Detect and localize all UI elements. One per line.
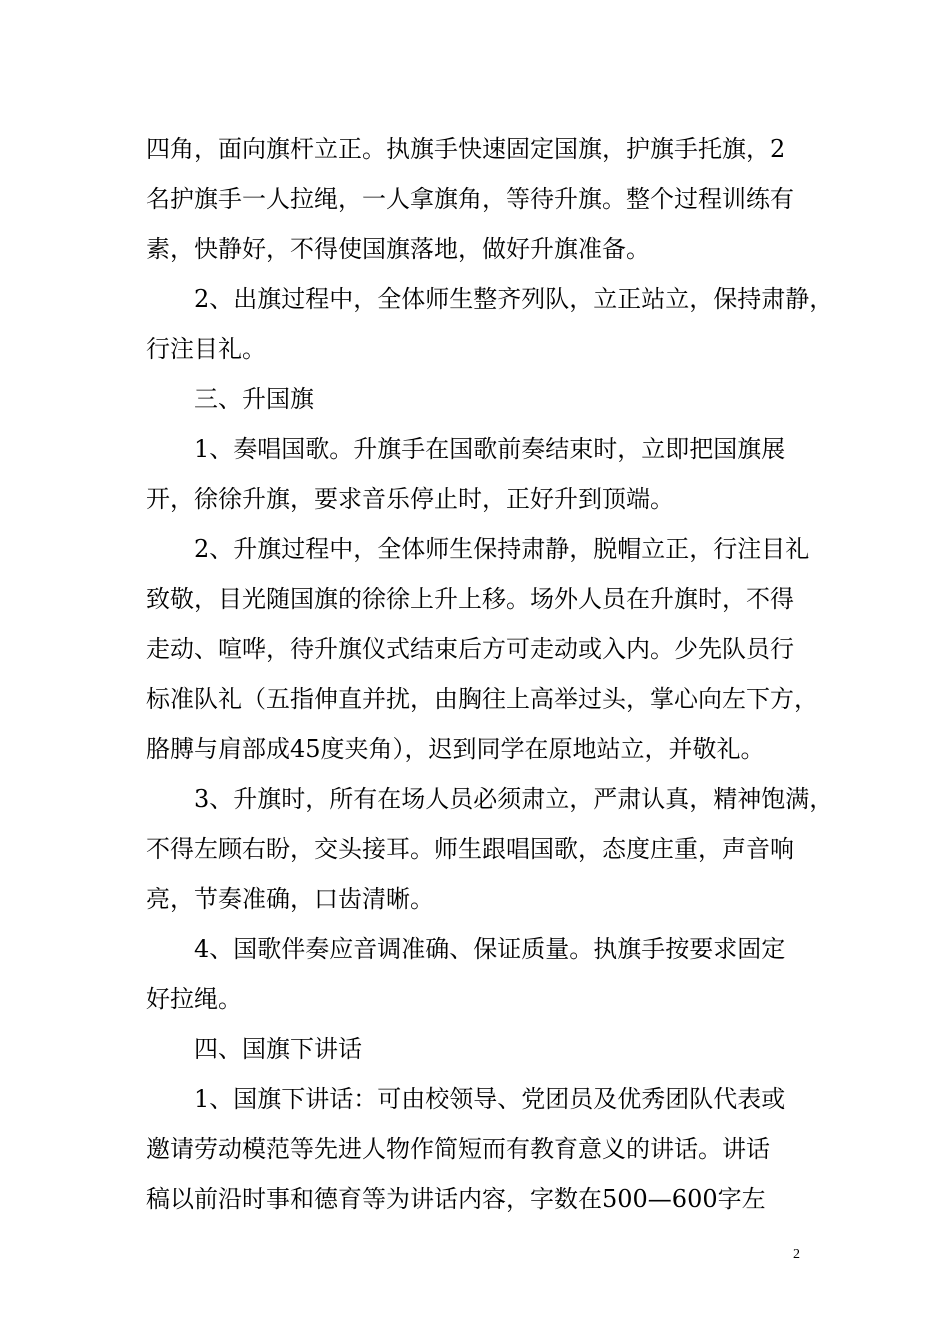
text-line: 胳膊与肩部成45度夹角），迟到同学在原地站立，并敬礼。 bbox=[146, 735, 765, 763]
text-line: 行注目礼。 bbox=[146, 335, 266, 363]
text-line: 2、出旗过程中，全体师生整齐列队，立正站立，保持肃静， bbox=[194, 285, 834, 313]
text-line: 开，徐徐升旗，要求音乐停止时，正好升到顶端。 bbox=[146, 485, 674, 513]
text-line: 2、升旗过程中，全体师生保持肃静，脱帽立正，行注目礼 bbox=[194, 535, 810, 563]
section-heading: 三、升国旗 bbox=[194, 385, 314, 413]
text-line: 邀请劳动模范等先进人物作简短而有教育意义的讲话。讲话 bbox=[146, 1135, 770, 1163]
text-line: 稿以前沿时事和德育等为讲话内容，字数在500—600字左 bbox=[146, 1185, 766, 1213]
text-line: 4、国歌伴奏应音调准确、保证质量。执旗手按要求固定 bbox=[194, 935, 786, 963]
text-line: 不得左顾右盼，交头接耳。师生跟唱国歌，态度庄重，声音响 bbox=[146, 835, 794, 863]
text-line: 四角，面向旗杆立正。执旗手快速固定国旗，护旗手托旗，2 bbox=[146, 135, 786, 163]
text-line: 素，快静好，不得使国旗落地，做好升旗准备。 bbox=[146, 235, 650, 263]
text-line: 好拉绳。 bbox=[146, 985, 242, 1013]
text-line: 标准队礼（五指伸直并扰，由胸往上高举过头，掌心向左下方， bbox=[146, 685, 818, 713]
text-line: 走动、喧哗，待升旗仪式结束后方可走动或入内。少先队员行 bbox=[146, 635, 794, 663]
text-line: 名护旗手一人拉绳，一人拿旗角，等待升旗。整个过程训练有 bbox=[146, 185, 794, 213]
text-line: 3、升旗时，所有在场人员必须肃立，严肃认真，精神饱满， bbox=[194, 785, 834, 813]
text-line: 亮，节奏准确，口齿清晰。 bbox=[146, 885, 434, 913]
text-line: 致敬，目光随国旗的徐徐上升上移。场外人员在升旗时，不得 bbox=[146, 585, 794, 613]
page-number: 2 bbox=[793, 1247, 800, 1262]
section-heading: 四、国旗下讲话 bbox=[194, 1035, 362, 1063]
text-line: 1、奏唱国歌。升旗手在国歌前奏结束时，立即把国旗展 bbox=[194, 435, 786, 463]
text-line: 1、国旗下讲话：可由校领导、党团员及优秀团队代表或 bbox=[194, 1085, 786, 1113]
